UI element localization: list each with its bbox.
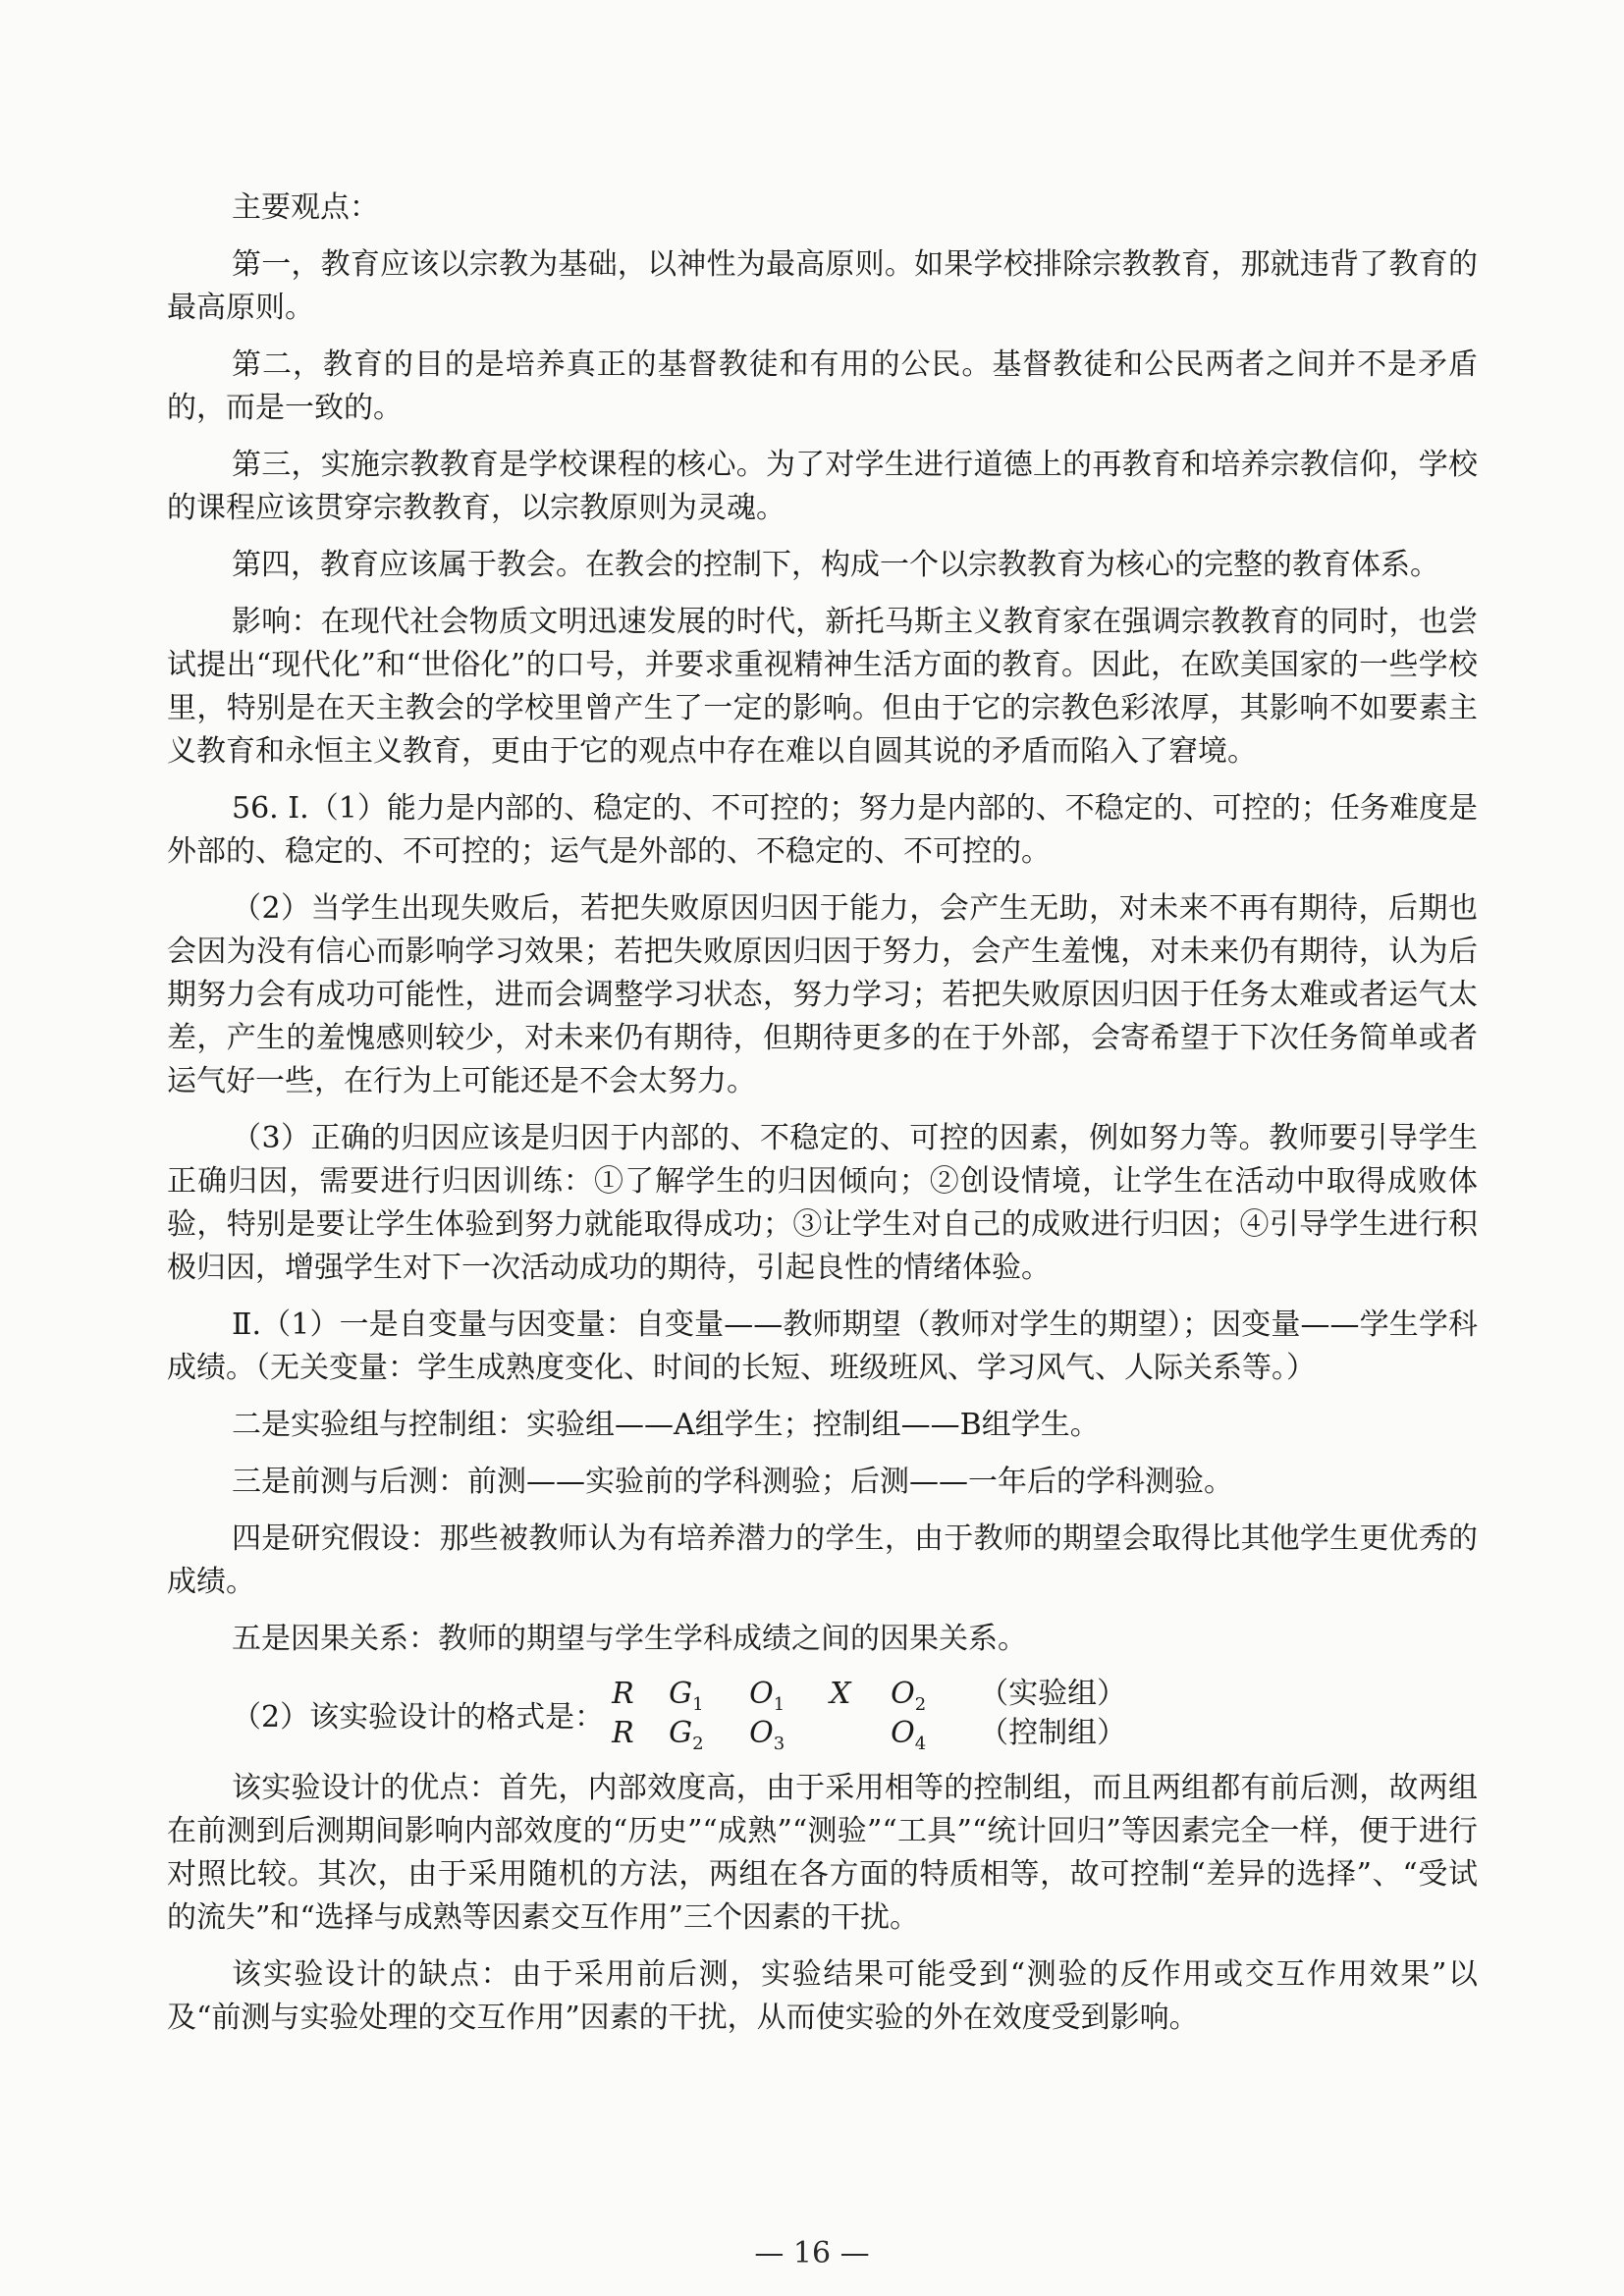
point-1: 第一，教育应该以宗教为基础，以神性为最高原则。如果学校排除宗教教育，那就违背了教育的最高原则。 (167, 247, 1478, 325)
q56-part2-item2: 二是实验组与控制组：实验组——A组学生；控制组——B组学生。 (232, 1408, 1100, 1442)
design-row-experimental (612, 1675, 1126, 1714)
q56-part2-item5: 五是因果关系：教师的期望与学生学科成绩之间的因果关系。 (232, 1622, 1027, 1656)
random-symbol: R (612, 1716, 634, 1750)
posttest-symbol: $O_2$ (891, 1677, 927, 1715)
influence-paragraph: 影响：在现代社会物质文明迅速发展的时代，新托马斯主义教育家在强调宗教教育的同时，也尝试提出“现代化”和“世俗化”的口号，并要求重视精神生活方面的教育。因此，在欧美国家的一些学校里，特别是在天主教会的学校里曾产生了一定的影响。但由于它的宗教色彩浓厚，其影响不如要素主义教育和永恒主义教育，更由于它的观点中存在难以自圆其说的矛盾而陷入了窘境。 (167, 605, 1478, 769)
heading-main-points: 主要观点： (232, 190, 379, 225)
group-symbol: $G_1$ (669, 1677, 704, 1715)
point-3: 第三，实施宗教教育是学校课程的核心。为了对学生进行道德上的再教育和培养宗教信仰，学校的课程应该贯穿宗教教育，以宗教原则为灵魂。 (167, 448, 1478, 525)
disadvantages-paragraph: 该实验设计的缺点：由于采用前后测，实验结果可能受到“测验的反作用或交互作用效果”以及“前测与实验处理的交互作用”因素的干扰，从而使实验的外在效度受到影响。 (167, 1957, 1478, 2035)
document-body (167, 187, 1478, 2054)
point-4: 第四，教育应该属于教会。在教会的控制下，构成一个以宗教教育为核心的完整的教育体系。 (232, 548, 1439, 582)
q56-part2-item3: 三是前测与后测：前测——实验前的学科测验；后测——一年后的学科测验。 (232, 1465, 1233, 1499)
random-symbol: R (612, 1677, 634, 1711)
posttest-symbol: $O_4$ (891, 1716, 927, 1754)
advantages-paragraph: 该实验设计的优点：首先，内部效度高，由于采用相等的控制组，而且两组都有前后测，故两组在前测到后测期间影响内部效度的“历史”“成熟”“测验”“工具”“统计回归”等因素完全一样，便于进行对照比较。其次，由于采用随机的方法，两组在各方面的特质相等，故可控制“差异的选择”、“受试的流失”和“选择与成熟等因素交互作用”三个因素的干扰。 (167, 1771, 1478, 1935)
formula-lead: （2）该实验设计的格式是： (232, 1700, 605, 1735)
group-label: （实验组） (979, 1677, 1127, 1711)
q56-part2-item4: 四是研究假设：那些被教师认为有培养潜力的学生，由于教师的期望会取得比其他学生更优秀的成绩。 (167, 1522, 1478, 1599)
treatment-symbol: X (830, 1677, 851, 1711)
point-2: 第二，教育的目的是培养真正的基督教徒和有用的公民。基督教徒和公民两者之间并不是矛盾的，而是一致的。 (167, 347, 1478, 425)
q56-part1-item3: （3）正确的归因应该是归因于内部的、不稳定的、可控的因素，例如努力等。教师要引导学生正确归因，需要进行归因训练：①了解学生的归因倾向；②创设情境，让学生在活动中取得成败体验，特别是要让学生体验到努力就能取得成功；③让学生对自己的成败进行归因；④引导学生进行积极归因，增强学生对下一次活动成功的期待，引起良性的情绪体验。 (167, 1121, 1478, 1285)
design-matrix (612, 1675, 1126, 1753)
q56-part1-item2: （2）当学生出现失败后，若把失败原因归因于能力，会产生无助，对未来不再有期待，后期也会因为没有信心而影响学习效果；若把失败原因归因于努力，会产生羞愧，对未来仍有期待，认为后期努力会有成功可能性，进而会调整学习状态，努力学习；若把失败原因归因于任务太难或者运气太差，产生的羞愧感则较少，对未来仍有期待，但期待更多的在于外部，会寄希望于下次任务简单或者运气好一些，在行为上可能还是不会太努力。 (167, 891, 1478, 1098)
design-row-control (612, 1714, 1126, 1753)
page-number: — 16 — (754, 2236, 870, 2270)
experiment-design-formula (232, 1675, 1478, 1753)
pretest-symbol: $O_1$ (749, 1677, 785, 1715)
group-label: （控制组） (979, 1716, 1127, 1750)
pretest-symbol: $O_3$ (749, 1716, 785, 1754)
q56-part1-item1: 56. Ⅰ.（1）能力是内部的、稳定的、不可控的；努力是内部的、不稳定的、可控的；任务难度是外部的、稳定的、不可控的；运气是外部的、不稳定的、不可控的。 (167, 791, 1478, 869)
group-symbol: $G_2$ (669, 1716, 704, 1754)
q56-part2-item1: Ⅱ.（1）一是自变量与因变量：自变量——教师期望（教师对学生的期望）；因变量——学生学科成绩。（无关变量：学生成熟度变化、时间的长短、班级班风、学习风气、人际关系等。） (167, 1308, 1478, 1385)
